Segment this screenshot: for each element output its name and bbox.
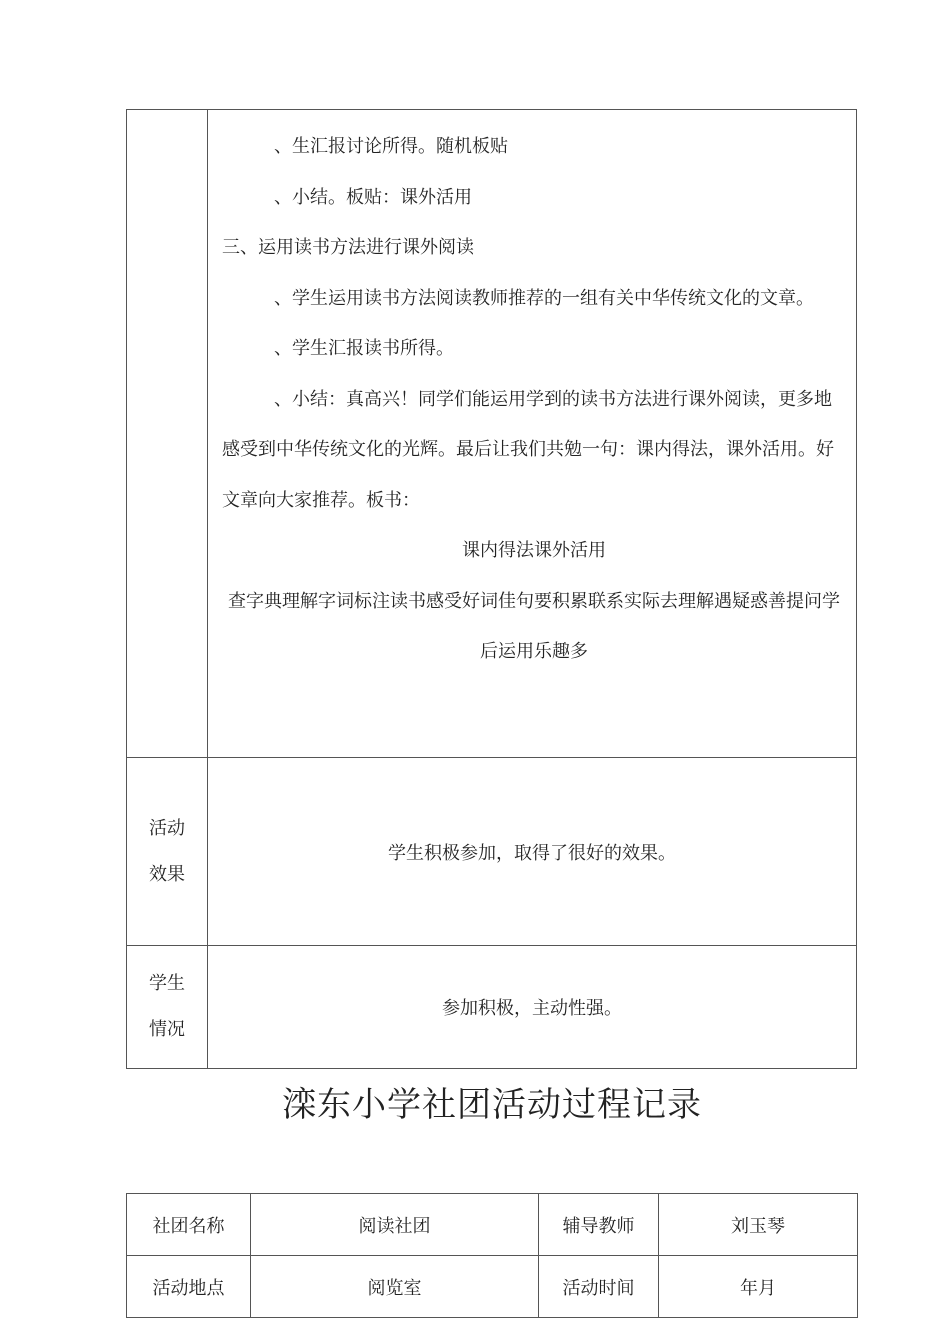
content-line: 、小结。板贴：课外活用 (274, 186, 472, 208)
blackboard-title: 课内得法课外活用 (462, 540, 606, 561)
students-row (127, 946, 857, 1069)
plan-content (208, 110, 856, 708)
content-line: 、小结：真高兴！同学们能运用学到的读书方法进行课外阅读，更多地感受到中华传统文化的光辉。最后让我们共勉一句：课内得法，课外活用。好文章向大家推荐。板书： (222, 388, 834, 511)
location-label: 活动地点 (127, 1256, 251, 1318)
activity-plan-table (126, 109, 857, 1069)
students-label-cell (127, 946, 208, 1069)
section-heading: 三、运用读书方法进行课外阅读 (222, 237, 474, 258)
record-row (127, 1256, 858, 1318)
content-line: 、学生运用读书方法阅读教师推荐的一组有关中华传统文化的文章。 (274, 287, 814, 309)
content-line: 、生汇报讨论所得。随机板贴 (274, 136, 508, 157)
record-row (127, 1194, 858, 1256)
time-label: 活动时间 (539, 1256, 659, 1318)
blackboard-content: 查字典理解字词标注读书感受好词佳句要积累联系实际去理解遇疑惑善提问学后运用乐趣多 (228, 590, 840, 662)
effect-label-cell (127, 758, 208, 946)
time-value: 年月 (659, 1256, 858, 1318)
effect-label: 活动 效果 (149, 817, 185, 885)
content-line: 、学生汇报读书所得。 (274, 338, 454, 359)
students-label: 学生 情况 (149, 973, 185, 1040)
effect-row (127, 758, 857, 946)
record-title: 滦东小学社团活动过程记录 (282, 1085, 702, 1125)
plan-content-row (127, 110, 857, 758)
club-name-value: 阅读社团 (251, 1194, 539, 1256)
instructor-value: 刘玉琴 (659, 1194, 858, 1256)
plan-content-cell (208, 110, 857, 758)
club-name-label: 社团名称 (127, 1194, 251, 1256)
students-value: 参加积极，主动性强。 (208, 946, 857, 1069)
effect-value: 学生积极参加，取得了很好的效果。 (208, 758, 857, 946)
club-record-table (126, 1193, 858, 1318)
instructor-label: 辅导教师 (539, 1194, 659, 1256)
location-value: 阅览室 (251, 1256, 539, 1318)
plan-label-cell (127, 110, 208, 758)
